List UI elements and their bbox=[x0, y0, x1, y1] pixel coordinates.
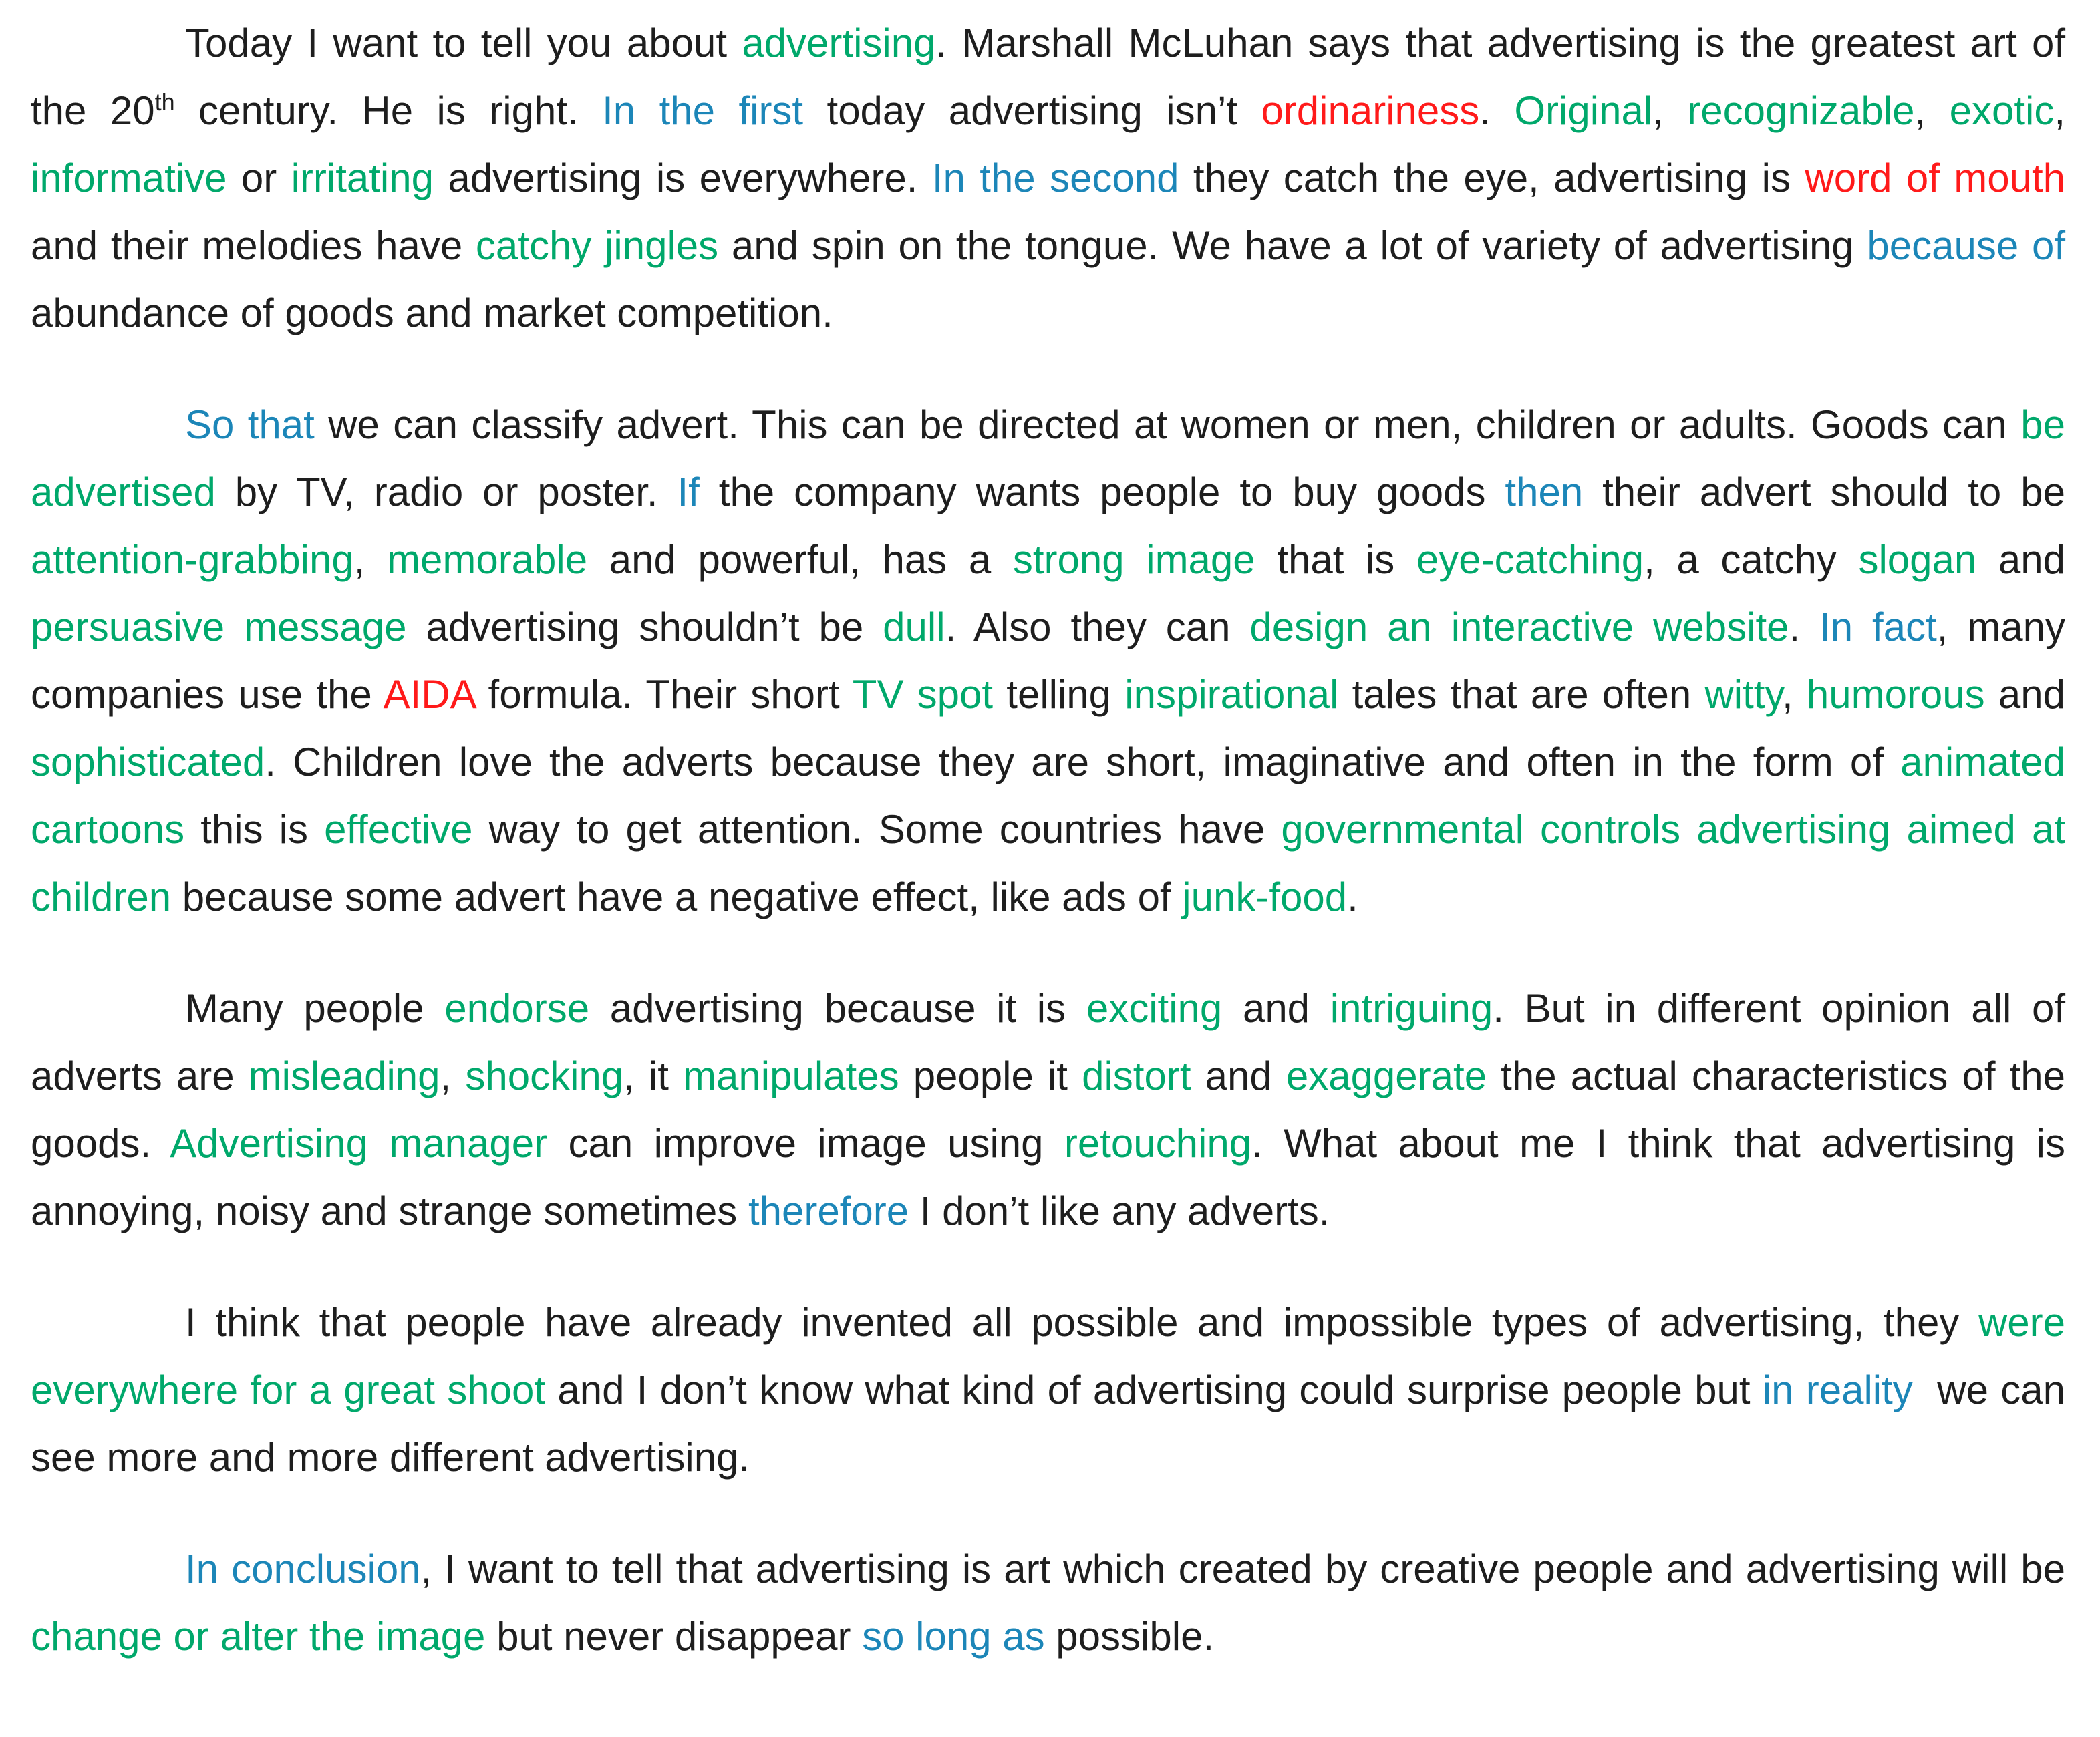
text-segment: but never disappear bbox=[485, 1614, 863, 1659]
text-segment: that is bbox=[1255, 537, 1416, 582]
text-segment: . But in different opinion all of adverts are bbox=[31, 986, 2077, 1098]
highlight-vocabulary: be advertised bbox=[31, 402, 2077, 514]
text-segment: and spin on the tongue. We have a lot of variety of advertising bbox=[718, 223, 1867, 268]
highlight-vocabulary: retouching bbox=[1064, 1121, 1252, 1166]
text-segment: , many companies use the bbox=[31, 605, 2077, 717]
text-segment: this is bbox=[184, 807, 325, 852]
highlight-vocabulary: Advertising manager bbox=[170, 1121, 548, 1166]
highlight-linking-phrase: because of bbox=[1867, 223, 2066, 268]
text-segment: , a catchy bbox=[1644, 537, 1859, 582]
text-segment: possible. bbox=[1044, 1614, 1215, 1659]
highlight-vocabulary: change or alter the image bbox=[31, 1614, 486, 1659]
text-segment: by TV, radio or poster. bbox=[215, 470, 678, 514]
text-segment: people it bbox=[899, 1054, 1082, 1098]
highlight-linking-phrase: in reality bbox=[1762, 1368, 1913, 1412]
text-segment: we can classify advert. This can be directed at women or men, children or adults. Goods can bbox=[314, 402, 2021, 447]
text-segment: , bbox=[1914, 88, 1950, 133]
highlight-linking-phrase: so long as bbox=[862, 1614, 1045, 1659]
text-segment: . What about me I think that advertising is annoying, noisy and strange sometimes bbox=[31, 1121, 2077, 1233]
highlight-vocabulary: sophisticated bbox=[31, 740, 265, 784]
text-segment: , bbox=[1652, 88, 1688, 133]
text-segment: . Children love the adverts because they are short, imaginative and often in the form of bbox=[265, 740, 1901, 784]
highlight-vocabulary: were everywhere for a great shoot bbox=[31, 1300, 2077, 1412]
highlight-error: word of mouth bbox=[1805, 156, 2066, 200]
highlight-vocabulary: governmental controls advertising aimed at children bbox=[31, 807, 2077, 919]
highlight-vocabulary: manipulates bbox=[683, 1054, 899, 1098]
text-segment: and bbox=[1984, 672, 2077, 717]
highlight-vocabulary: eye-catching bbox=[1416, 537, 1644, 582]
highlight-vocabulary: irritating bbox=[291, 156, 434, 200]
text-segment: way to get attention. Some countries have bbox=[472, 807, 1282, 852]
text-segment: we can see more and more different advertising. bbox=[31, 1368, 2077, 1480]
text-segment: . Also they can bbox=[945, 605, 1250, 649]
text-segment: and powerful, has a bbox=[587, 537, 1013, 582]
text-segment: telling bbox=[993, 672, 1125, 717]
text-segment: , bbox=[353, 537, 387, 582]
highlight-vocabulary: catchy jingles bbox=[475, 223, 719, 268]
highlight-vocabulary: dull bbox=[883, 605, 945, 649]
highlight-vocabulary: slogan bbox=[1858, 537, 1977, 582]
text-segment: today advertising isn’t bbox=[803, 88, 1261, 133]
text-segment: , I want to tell that advertising is art which created by creative people and advertising will be bbox=[420, 1547, 2077, 1591]
superscript-ordinal: th bbox=[154, 88, 175, 116]
text-segment: they catch the eye, advertising is bbox=[1179, 156, 1805, 200]
text-segment: . Marshall McLuhan says that advertising is the greatest art of the 20 bbox=[31, 21, 2077, 133]
highlight-linking-phrase: therefore bbox=[748, 1189, 909, 1233]
highlight-vocabulary: intriguing bbox=[1330, 986, 1493, 1031]
paragraph-invented bbox=[31, 1289, 2077, 1491]
text-segment: because some advert have a negative effect, like ads of bbox=[171, 875, 1183, 919]
paragraph-conclusion bbox=[31, 1535, 2077, 1670]
highlight-linking-phrase: In conclusion bbox=[185, 1547, 421, 1591]
highlight-error: AIDA bbox=[383, 672, 475, 717]
highlight-linking-phrase: So that bbox=[185, 402, 315, 447]
text-segment: and bbox=[1222, 986, 1330, 1031]
text-segment: formula. Their short bbox=[474, 672, 853, 717]
highlight-vocabulary: animated cartoons bbox=[31, 740, 2077, 852]
highlight-vocabulary: exciting bbox=[1086, 986, 1223, 1031]
highlight-vocabulary: inspirational bbox=[1124, 672, 1339, 717]
paragraph-opinions bbox=[31, 975, 2077, 1245]
highlight-vocabulary: witty bbox=[1704, 672, 1782, 717]
highlight-vocabulary: design an interactive website bbox=[1249, 605, 1789, 649]
paragraph-classification bbox=[31, 391, 2077, 931]
highlight-linking-phrase: In the first bbox=[602, 88, 804, 133]
text-segment: century. He is right. bbox=[174, 88, 603, 133]
highlight-vocabulary: exaggerate bbox=[1286, 1054, 1487, 1098]
text-segment: tales that are often bbox=[1338, 672, 1705, 717]
text-segment: the company wants people to buy goods bbox=[699, 470, 1505, 514]
highlight-vocabulary: humorous bbox=[1806, 672, 1985, 717]
highlight-vocabulary: advertising bbox=[742, 21, 936, 65]
text-segment: and I don’t know what kind of advertising could surprise people but bbox=[545, 1368, 1763, 1412]
highlight-vocabulary: shocking bbox=[465, 1054, 624, 1098]
text-segment: I don’t like any adverts. bbox=[909, 1189, 1330, 1233]
highlight-vocabulary: attention-grabbing bbox=[31, 537, 354, 582]
text-segment: . bbox=[1789, 605, 1820, 649]
text-segment: abundance of goods and market competition. bbox=[31, 223, 2077, 335]
text-segment: . bbox=[1479, 88, 1515, 133]
highlight-vocabulary: distort bbox=[1082, 1054, 1191, 1098]
text-segment: their advert should to be bbox=[1583, 470, 2077, 514]
highlight-vocabulary: junk-food bbox=[1182, 875, 1348, 919]
highlight-vocabulary: misleading bbox=[248, 1054, 440, 1098]
text-segment: advertising shouldn’t be bbox=[406, 605, 883, 649]
highlight-linking-phrase: In the second bbox=[931, 156, 1179, 200]
highlight-vocabulary: memorable bbox=[387, 537, 588, 582]
text-segment: Many people bbox=[185, 986, 445, 1031]
text-segment: advertising is everywhere. bbox=[433, 156, 932, 200]
highlight-error: ordinariness bbox=[1261, 88, 1480, 133]
text-segment: the actual characteristics of the goods. bbox=[31, 1054, 2077, 1166]
text-segment: can improve image using bbox=[547, 1121, 1064, 1166]
highlight-linking-phrase: If bbox=[677, 470, 700, 514]
text-segment: , it bbox=[623, 1054, 684, 1098]
text-segment: advertising because it is bbox=[589, 986, 1086, 1031]
text-segment: and their melodies have bbox=[31, 156, 2077, 268]
text-segment: I think that people have already invented all possible and impossible types of advertising, they bbox=[185, 1300, 1978, 1345]
highlight-linking-phrase: then bbox=[1505, 470, 1584, 514]
highlight-vocabulary: persuasive message bbox=[31, 605, 407, 649]
highlight-vocabulary: exotic bbox=[1949, 88, 2055, 133]
highlight-vocabulary: Original bbox=[1514, 88, 1653, 133]
highlight-vocabulary: endorse bbox=[444, 986, 590, 1031]
text-segment: . bbox=[1347, 875, 1358, 919]
highlight-vocabulary: recognizable bbox=[1687, 88, 1915, 133]
text-segment: , bbox=[1781, 672, 1807, 717]
text-segment: , bbox=[2054, 88, 2077, 133]
highlight-vocabulary: strong image bbox=[1012, 537, 1255, 582]
highlight-vocabulary: informative bbox=[31, 156, 227, 200]
paragraph-intro bbox=[31, 9, 2077, 347]
highlight-vocabulary: effective bbox=[324, 807, 473, 852]
text-segment: , bbox=[440, 1054, 466, 1098]
text-segment: and bbox=[1976, 537, 2077, 582]
highlight-linking-phrase: In fact bbox=[1819, 605, 1937, 649]
text-segment: and bbox=[1191, 1054, 1286, 1098]
highlight-vocabulary: TV spot bbox=[852, 672, 994, 717]
text-segment: or bbox=[227, 156, 291, 200]
text-segment: Today I want to tell you about bbox=[185, 21, 742, 65]
